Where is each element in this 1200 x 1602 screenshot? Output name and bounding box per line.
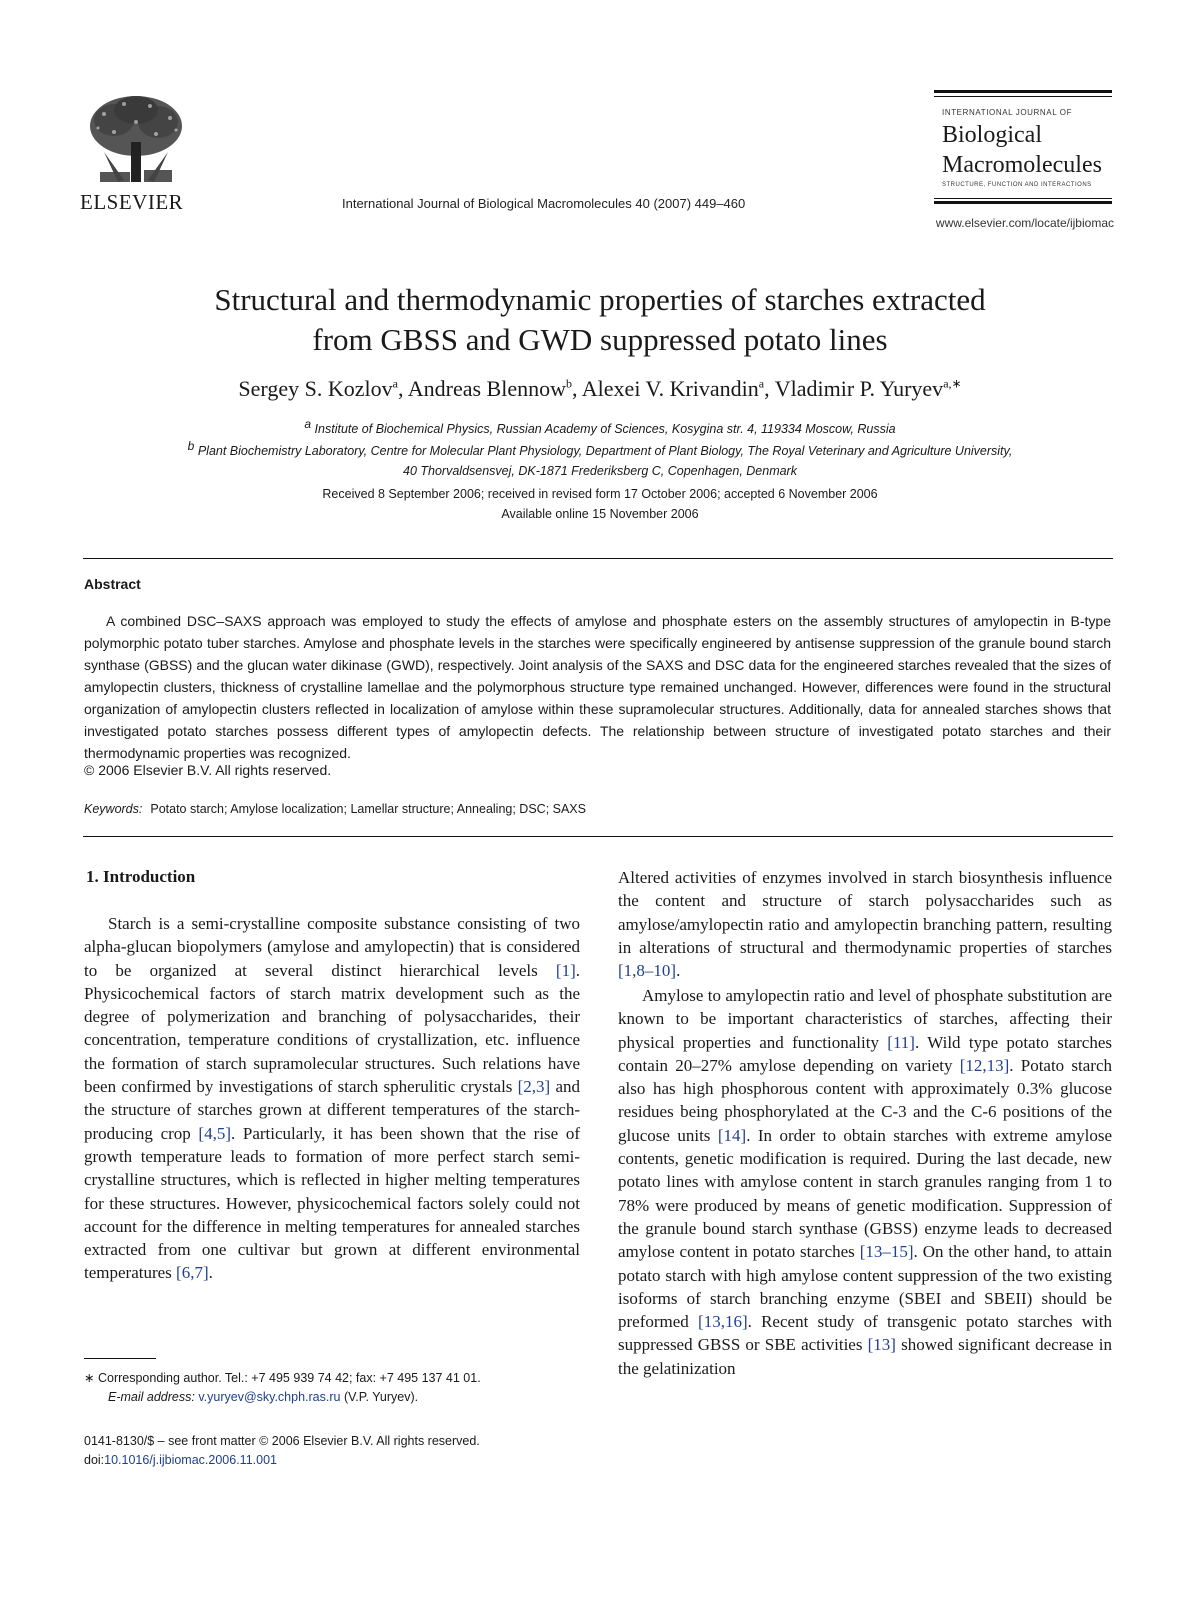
doi-line bbox=[84, 1453, 277, 1467]
affiliation-text: Plant Biochemistry Laboratory, Centre for Molecular Plant Physiology, Department of Plant Biology, The Royal Veterinary and Agriculture University, bbox=[197, 444, 1013, 459]
received-dates: Received 8 September 2006; received in revised form 17 October 2006; accepted 6 November 2006 bbox=[322, 487, 878, 501]
abstract-copyright: © 2006 Elsevier B.V. All rights reserved. bbox=[84, 762, 332, 778]
keywords bbox=[84, 802, 586, 816]
author-name[interactable]: Sergey S. Kozlov bbox=[238, 376, 393, 401]
keywords-list: Potato starch; Amylose localization; Lamellar structure; Annealing; DSC; SAXS bbox=[150, 802, 586, 816]
article-dates bbox=[80, 484, 1120, 524]
journal-name-small: INTERNATIONAL JOURNAL OF bbox=[942, 108, 1073, 117]
article-title bbox=[100, 280, 1100, 360]
elsevier-tree-logo bbox=[84, 92, 188, 188]
author-name[interactable]: Alexei V. Krivandin bbox=[581, 376, 759, 401]
citation-link[interactable]: [2,3] bbox=[517, 1077, 551, 1097]
footnote-mark: ∗ bbox=[84, 1371, 95, 1385]
citation-link[interactable]: [12,13] bbox=[959, 1055, 1010, 1075]
affiliation-text: 40 Thorvaldsensvej, DK-1871 Frederiksberg C, Copenhagen, Denmark bbox=[403, 464, 797, 479]
email-label: E-mail address: bbox=[108, 1390, 195, 1404]
author-name[interactable]: Andreas Blennow bbox=[407, 376, 566, 401]
citation-link[interactable]: [6,7] bbox=[176, 1263, 209, 1283]
divider bbox=[83, 558, 1113, 559]
abstract-text: A combined DSC–SAXS approach was employed to study the effects of amylose and phosphate esters on the assembly structures of amylopectin in B-type polymorphic potato tuber starches. Amylose and phosphate levels in the starches were specifically engineered by antisense suppression of the granule bound starch synthase (GBSS) and the glucan water dikinase (GWD), respectively. Joint analysis of the SAXS and DSC data for the engineered starches revealed that the sizes of amylopectin clusters, thickness of crystalline lamellae and the polymorphous structure type remained unchanged. However, differences were found in the structural organization of amylopectin clusters reflected in localization of amylose within these supramolecular structures. Additionally, data for annealed starches shows that investigated potato starches possess different types of amylopectin defects. The relationship between structure of investigated potato starches and their thermodynamic properties was recognized. bbox=[84, 613, 1111, 761]
front-matter-note: 0141-8130/$ – see front matter © 2006 Elsevier B.V. All rights reserved. bbox=[84, 1434, 480, 1448]
divider bbox=[83, 836, 1113, 837]
journal-url-link[interactable]: www.elsevier.com/locate/ijbiomac bbox=[935, 216, 1114, 230]
body-paragraph: Amylose to amylopectin ratio and level of phosphate substitution are known to be important characteristics of starches, affecting their physical properties and functionality [11]. Wild type potato starches contain 20–27% amylose depending on variety [12,13]. Potato starch also has high phosphorous content with approximately 0.3% glucose residues being phosphorylated at the C-3 and the C-6 positions of the glucose units [14]. In order to obtain starches with extreme amylose contents, genetic modification is required. During the last decade, new potato lines with amylose content in starch granules ranging from 1 to 78% were produced by means of genetic modification. Suppression of the granule bound starch synthase (GBSS) enzyme leads to decreased amylose content in potato starches [13–15]. On the other hand, to attain potato starch with high amylose content suppression of the two existing isoforms of starch branching enzyme (SBEI and SBEII) should be preformed [13,16]. Recent study of transgenic potato starches with suppressed GBSS or SBE activities [13] showed significant decrease in the gelatinization bbox=[618, 986, 1112, 1378]
affiliation-mark: b bbox=[187, 439, 195, 453]
author-name[interactable]: Vladimir P. Yuryev bbox=[774, 376, 944, 401]
author-affiliation-mark: a bbox=[392, 376, 398, 391]
email-link[interactable]: v.yuryev@sky.chph.ras.ru bbox=[198, 1390, 341, 1404]
title-line-1: Structural and thermodynamic properties of starches extracted bbox=[214, 282, 986, 317]
section-heading: 1. Introduction bbox=[86, 867, 196, 886]
citation-link[interactable]: [1] bbox=[555, 960, 576, 980]
author-affiliation-mark: b bbox=[566, 376, 572, 391]
author-affiliation-mark: a bbox=[758, 376, 765, 391]
footnote-divider bbox=[84, 1358, 156, 1359]
affiliation-text: Institute of Biochemical Physics, Russian Academy of Sciences, Kosygina str. 4, 119334 Moscow, Russia bbox=[314, 422, 896, 437]
keywords-label: Keywords: bbox=[84, 802, 143, 816]
citation-link[interactable]: [1,8–10] bbox=[618, 961, 677, 981]
email-note bbox=[84, 1390, 418, 1404]
corresponding-author-note bbox=[84, 1370, 481, 1385]
citation-link[interactable]: [13] bbox=[867, 1335, 896, 1355]
author-list: Sergey S. Kozlov$^a$, Andreas Blennow$^b$, Alexei V. Krivandin$^a$, Vladimir P. Yuryev$^{a,∗}$ bbox=[238, 376, 962, 401]
journal-masthead bbox=[934, 90, 1112, 208]
affiliation-b bbox=[80, 436, 1120, 481]
doi-label: doi: bbox=[84, 1453, 105, 1467]
citation-link[interactable]: [13–15] bbox=[859, 1242, 914, 1262]
author-affiliation-mark: a,∗ bbox=[943, 376, 962, 391]
journal-name-line1: Biological bbox=[942, 122, 1042, 148]
citation-link[interactable]: [4,5] bbox=[198, 1123, 231, 1143]
body-paragraph: Starch is a semi-crystalline composite substance consisting of two alpha-glucan biopolymers (amylose and amylopectin) that is considered to be organized at several distinct hierarchical levels [1]. Physicochemical factors of starch matrix development such as the degree of polymerization and branching of polysaccharides, their concentration, temperature conditions of crystallization, etc. influence the formation of starch supramolecular structures. Such relations have been confirmed by investigations of starch spherulitic crystals [2,3] and the structure of starches grown at different temperatures of the starch-producing crop [4,5]. Particularly, it has been shown that the rise of growth temperature leads to formation of more perfect starch semi-crystalline structures, which is reflected in higher melting temperatures for these structures. However, physicochemical factors solely could not account for the difference in melting temperatures for annealed starches extracted from one cultivar but grown at different environmental temperatures [6,7]. bbox=[84, 914, 580, 1283]
affiliation-mark: a bbox=[304, 417, 312, 431]
citation-link[interactable]: [11] bbox=[887, 1032, 915, 1052]
citation-link[interactable]: [13,16] bbox=[698, 1312, 748, 1332]
doi-link[interactable]: 10.1016/j.ijbiomac.2006.11.001 bbox=[104, 1453, 277, 1467]
online-date: Available online 15 November 2006 bbox=[501, 507, 699, 521]
publisher-wordmark: ELSEVIER bbox=[80, 190, 184, 214]
abstract-heading: Abstract bbox=[84, 576, 141, 592]
footnote-text: Corresponding author. Tel.: +7 495 939 74 42; fax: +7 495 137 41 01. bbox=[97, 1371, 481, 1385]
journal-reference: International Journal of Biological Macromolecules 40 (2007) 449–460 bbox=[342, 196, 746, 211]
journal-tagline: STRUCTURE, FUNCTION AND INTERACTIONS bbox=[942, 182, 1092, 188]
citation-link[interactable]: [14] bbox=[717, 1125, 747, 1145]
email-suffix: (V.P. Yuryev). bbox=[343, 1390, 419, 1404]
journal-name-line2: Macromolecules bbox=[942, 152, 1102, 178]
title-line-2: from GBSS and GWD suppressed potato lines bbox=[312, 322, 888, 357]
body-paragraph: Altered activities of enzymes involved in starch biosynthesis influence the content and structure of starch polysaccharides such as amylose/amylopectin ratio and amylopectin branching pattern, resulting in alterations of structural and thermodynamic properties of starches [1,8–10]. bbox=[618, 868, 1112, 981]
